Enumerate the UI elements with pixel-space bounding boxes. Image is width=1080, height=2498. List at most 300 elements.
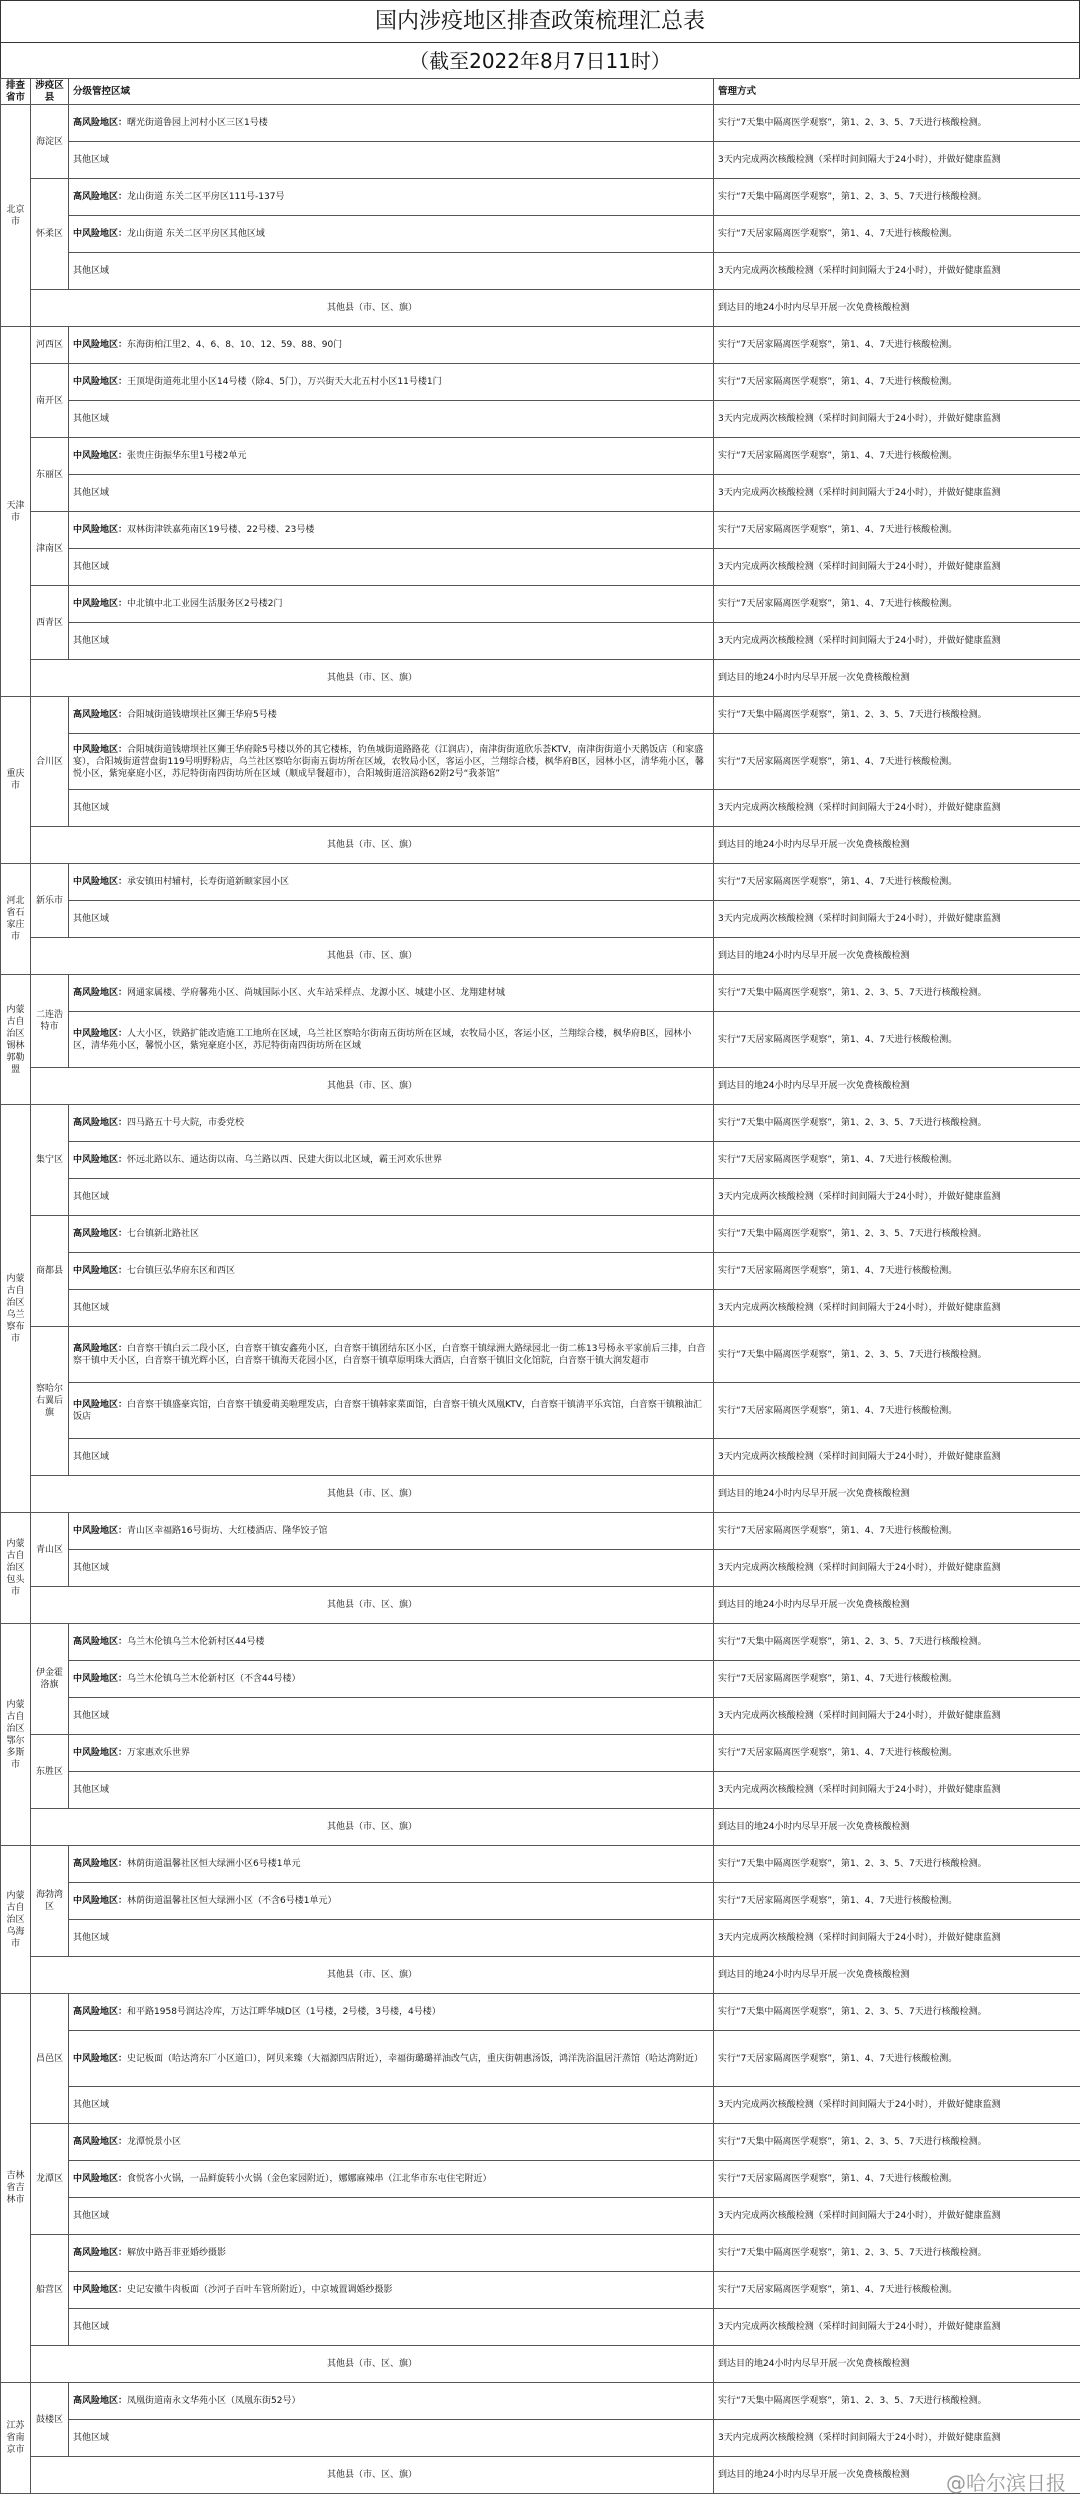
table-row-other-county [1,2457,1080,2494]
table-row [1,975,1080,1012]
district-cell: 海勃湾区 [31,1846,69,1957]
table-row [1,864,1080,901]
high-risk-label: 高风险地区： [73,2396,128,2406]
policy-cell: 实行“7天居家隔离医学观察”，第1、4、7天进行核酸检测。 [714,1012,1080,1068]
medium-risk-label: 中风险地区： [73,599,128,609]
medium-risk-label: 中风险地区： [73,525,128,535]
district-cell: 察哈尔右翼后旗 [31,1327,69,1476]
table-row [1,1253,1080,1290]
zone-cell [69,2309,714,2346]
table-row [1,2161,1080,2198]
zone-cell [69,105,714,142]
table-row [1,901,1080,938]
table-row [1,1439,1080,1476]
high-risk-label: 高风险地区： [73,1343,128,1354]
table-row [1,1883,1080,1920]
other-area-label: 其他区域 [73,1452,110,1462]
policy-cell: 3天内完成两次核酸检测（采样时间间隔大于24小时），并做好健康监测 [714,1550,1080,1587]
zone-cell [69,1216,714,1253]
district-cell: 青山区 [31,1513,69,1587]
zone-text: 龙山街道 东关二区平房区其他区域 [127,229,265,239]
zone-text: 史记板面（哈达湾东厂小区道口），阿贝来臻（大福源四店附近），幸福街璐璐祥油改气店，重庆街朝惠汤饭，鸿洋洗浴温居汗蒸馆（哈达湾附近） [127,2053,704,2064]
table-row [1,2031,1080,2087]
other-area-label: 其他区域 [73,2322,110,2332]
policy-cell: 3天内完成两次核酸检测（采样时间间隔大于24小时），并做好健康监测 [714,2309,1080,2346]
table-row [1,1846,1080,1883]
district-cell: 新乐市 [31,864,69,938]
zone-text: 乌兰木伦镇乌兰木伦新村区（不含44号楼） [127,1674,301,1684]
other-area-label: 其他区域 [73,2100,110,2110]
medium-risk-label: 中风险地区： [73,1155,128,1165]
policy-table-body [1,79,1080,2494]
zone-cell [69,2235,714,2272]
policy-cell: 实行“7天集中隔离医学观察”，第1、2、3、5、7天进行核酸检测。 [714,1105,1080,1142]
medium-risk-label: 中风险地区： [73,1896,128,1906]
policy-cell: 实行“7天居家隔离医学观察”，第1、4、7天进行核酸检测。 [714,1383,1080,1439]
district-cell: 合川区 [31,697,69,827]
table-row [1,179,1080,216]
zone-text: 怀远北路以东、通达街以南、乌兰路以西、民建大街以北区域，霸王河欢乐世界 [127,1155,443,1165]
zone-cell [69,1012,714,1068]
policy-cell: 到达目的地24小时内尽早开展一次免费核酸检测 [714,938,1080,975]
table-row [1,1994,1080,2031]
other-area-label: 其他区域 [73,1711,110,1721]
table-row [1,2309,1080,2346]
zone-cell [69,438,714,475]
policy-cell: 3天内完成两次核酸检测（采样时间间隔大于24小时），并做好健康监测 [714,2420,1080,2457]
table-row [1,475,1080,512]
zone-text: 林荫街道温馨社区恒大绿洲小区（不含6号楼1单元） [127,1896,337,1906]
zone-text: 张贵庄街振华东里1号楼2单元 [127,451,247,461]
table-row-other-county [1,2346,1080,2383]
policy-cell: 实行“7天居家隔离医学观察”，第1、4、7天进行核酸检测。 [714,586,1080,623]
zone-text: 解放中路吾菲亚婚纱摄影 [127,2248,227,2258]
policy-cell: 到达目的地24小时内尽早开展一次免费核酸检测 [714,1809,1080,1846]
table-row-other-county [1,1809,1080,1846]
table-row [1,2420,1080,2457]
other-area-label: 其他区域 [73,1785,110,1795]
zone-cell [69,401,714,438]
other-area-label: 其他区域 [73,2433,110,2443]
medium-risk-label: 中风险地区： [73,451,128,461]
high-risk-label: 高风险地区： [73,2248,128,2258]
table-row [1,1179,1080,1216]
policy-cell: 实行“7天集中隔离医学观察”，第1、2、3、5、7天进行核酸检测。 [714,2235,1080,2272]
policy-cell: 实行“7天居家隔离医学观察”，第1、4、7天进行核酸检测。 [714,1513,1080,1550]
table-row-other-county [1,1587,1080,1624]
zone-cell [69,1105,714,1142]
table-row [1,2087,1080,2124]
zone-text: 乌兰木伦镇乌兰木伦新村区44号楼 [127,1637,265,1647]
table-row [1,1012,1080,1068]
zone-cell [69,1735,714,1772]
zone-text: 万家惠欢乐世界 [127,1748,191,1758]
policy-cell: 实行“7天集中隔离医学观察”，第1、2、3、5、7天进行核酸检测。 [714,105,1080,142]
table-row [1,623,1080,660]
zone-cell [69,1513,714,1550]
zone-cell [69,1994,714,2031]
policy-cell: 3天内完成两次核酸检测（采样时间间隔大于24小时），并做好健康监测 [714,549,1080,586]
other-county-label: 其他县（市、区、旗） [31,660,714,697]
policy-cell: 3天内完成两次核酸检测（采样时间间隔大于24小时），并做好健康监测 [714,475,1080,512]
policy-cell: 到达目的地24小时内尽早开展一次免费核酸检测 [714,1587,1080,1624]
policy-cell: 实行“7天居家隔离医学观察”，第1、4、7天进行核酸检测。 [714,512,1080,549]
zone-cell [69,179,714,216]
other-county-label: 其他县（市、区、旗） [31,1476,714,1513]
page-title: 国内涉疫地区排查政策梳理汇总表 [0,0,1080,42]
high-risk-label: 高风险地区： [73,1859,128,1869]
zone-cell [69,2124,714,2161]
zone-cell [69,1179,714,1216]
zone-cell [69,142,714,179]
zone-cell [69,1920,714,1957]
zone-cell [69,2272,714,2309]
other-area-label: 其他区域 [73,1192,110,1202]
watermark: @哈尔滨日报 [946,2471,1066,2495]
zone-cell [69,216,714,253]
zone-text: 双林街津铁嘉苑南区19号楼、22号楼、23号楼 [127,525,315,535]
policy-cell: 3天内完成两次核酸检测（采样时间间隔大于24小时），并做好健康监测 [714,790,1080,827]
other-area-label: 其他区域 [73,155,110,165]
policy-cell: 3天内完成两次核酸检测（采样时间间隔大于24小时），并做好健康监测 [714,1698,1080,1735]
zone-cell [69,734,714,790]
policy-cell: 3天内完成两次核酸检测（采样时间间隔大于24小时），并做好健康监测 [714,1920,1080,1957]
other-area-label: 其他区域 [73,636,110,646]
policy-cell: 3天内完成两次核酸检测（采样时间间隔大于24小时），并做好健康监测 [714,1772,1080,1809]
table-row [1,1290,1080,1327]
zone-text: 龙山街道 东关二区平房区111号-137号 [127,192,285,202]
policy-cell: 实行“7天居家隔离医学观察”，第1、4、7天进行核酸检测。 [714,864,1080,901]
other-county-label: 其他县（市、区、旗） [31,1068,714,1105]
zone-cell [69,1439,714,1476]
district-cell: 怀柔区 [31,179,69,290]
zone-text: 王顶堤街道苑北里小区14号楼（除4、5门），万兴街天大北五村小区11号楼1门 [127,377,442,387]
table-row-other-county [1,290,1080,327]
district-cell: 河西区 [31,327,69,364]
table-row [1,142,1080,179]
policy-cell: 实行“7天集中隔离医学观察”，第1、2、3、5、7天进行核酸检测。 [714,1216,1080,1253]
high-risk-label: 高风险地区： [73,1637,128,1647]
zone-cell [69,1624,714,1661]
zone-text: 白音察干镇盛豪宾馆，白音察干镇爱萌美啦理发店，白音察干镇韩家菜面馆，白音察干镇火凤凰KTV，白音察干镇清平乐宾馆，白音察干镇粮油汇饭店 [73,1399,702,1422]
zone-text: 合阳城街道钱塘坝社区狮王华府5号楼 [127,710,277,720]
zone-cell [69,1883,714,1920]
table-row [1,2383,1080,2420]
medium-risk-label: 中风险地区： [73,1674,128,1684]
policy-cell: 到达目的地24小时内尽早开展一次免费核酸检测 [714,827,1080,864]
policy-cell: 3天内完成两次核酸检测（采样时间间隔大于24小时），并做好健康监测 [714,2198,1080,2235]
zone-cell [69,2161,714,2198]
district-cell: 船营区 [31,2235,69,2346]
table-row [1,438,1080,475]
zone-cell [69,1846,714,1883]
table-row [1,1142,1080,1179]
district-cell: 海淀区 [31,105,69,179]
table-row [1,1661,1080,1698]
table-row [1,327,1080,364]
district-cell: 二连浩特市 [31,975,69,1068]
medium-risk-label: 中风险地区： [73,2285,128,2295]
zone-cell [69,623,714,660]
high-risk-label: 高风险地区： [73,1229,128,1239]
zone-cell [69,975,714,1012]
district-cell: 伊金霍洛旗 [31,1624,69,1735]
province-cell: 吉林省吉林市 [1,1994,31,2383]
policy-cell: 实行“7天居家隔离医学观察”，第1、4、7天进行核酸检测。 [714,1142,1080,1179]
zone-cell [69,364,714,401]
zone-cell [69,2031,714,2087]
policy-cell: 实行“7天居家隔离医学观察”，第1、4、7天进行核酸检测。 [714,327,1080,364]
medium-risk-label: 中风险地区： [73,340,128,350]
table-row [1,1920,1080,1957]
table-row-other-county [1,1068,1080,1105]
header-zone: 分级管控区域 [69,79,714,105]
medium-risk-label: 中风险地区： [73,2174,128,2184]
policy-cell: 到达目的地24小时内尽早开展一次免费核酸检测 [714,290,1080,327]
policy-cell: 3天内完成两次核酸检测（采样时间间隔大于24小时），并做好健康监测 [714,253,1080,290]
header-province: 排查省市 [1,79,31,105]
policy-cell: 到达目的地24小时内尽早开展一次免费核酸检测 [714,660,1080,697]
zone-cell [69,475,714,512]
policy-cell: 实行“7天集中隔离医学观察”，第1、2、3、5、7天进行核酸检测。 [714,1846,1080,1883]
policy-cell: 实行“7天居家隔离医学观察”，第1、4、7天进行核酸检测。 [714,2161,1080,2198]
province-cell: 北京市 [1,105,31,327]
policy-cell: 3天内完成两次核酸检测（采样时间间隔大于24小时），并做好健康监测 [714,623,1080,660]
zone-cell [69,327,714,364]
zone-text: 人大小区，铁路扩能改造施工工地所在区域，乌兰社区察哈尔街南五街坊所在区域，农牧局小区，客运小区，兰翔综合楼，枫华府B区，园林小区，清华苑小区，馨悦小区，紫宛豪庭小区，苏尼特街南四街坊所在区域 [73,1028,692,1051]
province-cell: 内蒙古自治区鄂尔多斯市 [1,1624,31,1846]
medium-risk-label: 中风险地区： [73,377,128,387]
table-row [1,734,1080,790]
district-cell: 南开区 [31,364,69,438]
zone-text: 食悦客小火锅，一品鲜旋转小火锅（金色家园附近），娜娜麻辣串（江北华市东屯住宅附近） [127,2174,492,2184]
policy-cell: 实行“7天集中隔离医学观察”，第1、2、3、5、7天进行核酸检测。 [714,697,1080,734]
medium-risk-label: 中风险地区： [73,1748,128,1758]
table-row [1,790,1080,827]
policy-cell: 实行“7天居家隔离医学观察”，第1、4、7天进行核酸检测。 [714,438,1080,475]
district-cell: 西青区 [31,586,69,660]
other-area-label: 其他区域 [73,266,110,276]
zone-text: 网通家属楼、学府馨苑小区、尚城国际小区、火车站采样点、龙源小区、城建小区、龙翔建材城 [127,988,506,998]
zone-cell [69,697,714,734]
table-row [1,1624,1080,1661]
policy-cell: 实行“7天集中隔离医学观察”，第1、2、3、5、7天进行核酸检测。 [714,975,1080,1012]
zone-cell [69,586,714,623]
zone-text: 曙光街道鲁园上河村小区三区1号楼 [127,118,268,128]
other-county-label: 其他县（市、区、旗） [31,2346,714,2383]
other-county-label: 其他县（市、区、旗） [31,290,714,327]
other-county-label: 其他县（市、区、旗） [31,1587,714,1624]
other-county-label: 其他县（市、区、旗） [31,938,714,975]
high-risk-label: 高风险地区： [73,1118,128,1128]
policy-cell: 实行“7天居家隔离医学观察”，第1、4、7天进行核酸检测。 [714,1735,1080,1772]
table-row [1,401,1080,438]
policy-cell: 实行“7天居家隔离医学观察”，第1、4、7天进行核酸检测。 [714,2272,1080,2309]
policy-cell: 实行“7天居家隔离医学观察”，第1、4、7天进行核酸检测。 [714,734,1080,790]
province-cell: 河北省石家庄市 [1,864,31,975]
policy-cell: 实行“7天居家隔离医学观察”，第1、4、7天进行核酸检测。 [714,1883,1080,1920]
other-county-label: 其他县（市、区、旗） [31,1809,714,1846]
table-row [1,105,1080,142]
zone-cell [69,549,714,586]
table-row [1,1772,1080,1809]
zone-cell [69,901,714,938]
district-cell: 昌邑区 [31,1994,69,2124]
zone-text: 青山区幸福路16号街坊、大红楼酒店、隆华饺子馆 [127,1526,328,1536]
district-cell: 商都县 [31,1216,69,1327]
policy-cell: 到达目的地24小时内尽早开展一次免费核酸检测 [714,1476,1080,1513]
policy-cell: 实行“7天集中隔离医学观察”，第1、2、3、5、7天进行核酸检测。 [714,1624,1080,1661]
zone-text: 史记安徽牛肉板面（沙河子百叶车管所附近），中京城置调婚纱摄影 [127,2285,393,2295]
province-cell: 内蒙古自治区包头市 [1,1513,31,1624]
zone-cell [69,253,714,290]
zone-text: 承安镇田村辅村，长寿街道新颐家园小区 [127,877,290,887]
medium-risk-label: 中风险地区： [73,1266,128,1276]
zone-text: 七台镇新北路社区 [127,1229,200,1239]
province-cell: 重庆市 [1,697,31,864]
policy-cell: 3天内完成两次核酸检测（采样时间间隔大于24小时），并做好健康监测 [714,401,1080,438]
province-cell: 江苏省南京市 [1,2383,31,2494]
policy-cell: 实行“7天居家隔离医学观察”，第1、4、7天进行核酸检测。 [714,2031,1080,2087]
district-cell: 鼓楼区 [31,2383,69,2457]
policy-cell: 到达目的地24小时内尽早开展一次免费核酸检测 [714,1068,1080,1105]
table-row [1,216,1080,253]
table-row-other-county [1,1957,1080,1994]
high-risk-label: 高风险地区： [73,192,128,202]
medium-risk-label: 中风险地区： [73,744,128,755]
zone-text: 白音察干镇白云二段小区，白音察干镇安鑫苑小区，白音察干镇团结东区小区，白音察干镇绿洲大路绿园北一街二栋13号杨永平家前后三排，白音察干镇中天小区，白音察干镇光辉小区，白音察干镇海天花园小区，白音察干镇草原明珠大酒店，白音察干镇旧文化馆院，白音察干镇大润发超市 [73,1343,706,1366]
policy-cell: 实行“7天居家隔离医学观察”，第1、4、7天进行核酸检测。 [714,1661,1080,1698]
zone-cell [69,1661,714,1698]
zone-text: 和平路1958号润达冷库，万达江畔华城D区（1号楼，2号楼，3号楼，4号楼） [127,2007,441,2017]
medium-risk-label: 中风险地区： [73,877,128,887]
other-county-label: 其他县（市、区、旗） [31,827,714,864]
zone-cell [69,864,714,901]
table-row [1,364,1080,401]
zone-cell [69,2087,714,2124]
zone-text: 龙潭悦景小区 [127,2137,182,2147]
province-cell: 内蒙古自治区锡林郭勒盟 [1,975,31,1105]
medium-risk-label: 中风险地区： [73,1028,128,1039]
policy-cell: 实行“7天集中隔离医学观察”，第1、2、3、5、7天进行核酸检测。 [714,1327,1080,1383]
district-cell: 集宁区 [31,1105,69,1216]
table-row [1,1698,1080,1735]
header-policy: 管理方式 [714,79,1080,105]
table-row [1,1550,1080,1587]
zone-text: 林荫街道温馨社区恒大绿洲小区6号楼1单元 [127,1859,301,1869]
table-row [1,253,1080,290]
province-cell: 天津市 [1,327,31,697]
table-row-other-county [1,660,1080,697]
zone-text: 中北镇中北工业园生活服务区2号楼2门 [127,599,283,609]
medium-risk-label: 中风险地区： [73,1526,128,1536]
policy-cell: 3天内完成两次核酸检测（采样时间间隔大于24小时），并做好健康监测 [714,1179,1080,1216]
province-cell: 内蒙古自治区乌兰察布市 [1,1105,31,1513]
table-row [1,1216,1080,1253]
zone-text: 凤凰街道南永文华苑小区（凤凰东街52号） [127,2396,301,2406]
table-row-other-county [1,938,1080,975]
other-area-label: 其他区域 [73,414,110,424]
zone-text: 七台镇巨弘华府东区和西区 [127,1266,236,1276]
policy-cell: 3天内完成两次核酸检测（采样时间间隔大于24小时），并做好健康监测 [714,1439,1080,1476]
other-area-label: 其他区域 [73,488,110,498]
table-row [1,1105,1080,1142]
table-row [1,512,1080,549]
zone-cell [69,2198,714,2235]
zone-cell [69,1253,714,1290]
policy-cell: 到达目的地24小时内尽早开展一次免费核酸检测 [714,2346,1080,2383]
zone-cell [69,1698,714,1735]
policy-cell: 实行“7天集中隔离医学观察”，第1、2、3、5、7天进行核酸检测。 [714,1994,1080,2031]
medium-risk-label: 中风险地区： [73,229,128,239]
zone-text: 四马路五十号大院，市委党校 [127,1118,245,1128]
other-area-label: 其他区域 [73,1563,110,1573]
policy-cell: 实行“7天居家隔离医学观察”，第1、4、7天进行核酸检测。 [714,216,1080,253]
other-area-label: 其他区域 [73,562,110,572]
zone-cell [69,1383,714,1439]
table-row [1,1383,1080,1439]
policy-cell: 3天内完成两次核酸检测（采样时间间隔大于24小时），并做好健康监测 [714,901,1080,938]
district-cell: 津南区 [31,512,69,586]
high-risk-label: 高风险地区： [73,710,128,720]
other-county-label: 其他县（市、区、旗） [31,1957,714,1994]
table-row [1,697,1080,734]
other-area-label: 其他区域 [73,1303,110,1313]
other-area-label: 其他区域 [73,2211,110,2221]
table-row [1,2272,1080,2309]
high-risk-label: 高风险地区： [73,2137,128,2147]
policy-cell: 实行“7天居家隔离医学观察”，第1、4、7天进行核酸检测。 [714,364,1080,401]
zone-cell [69,1550,714,1587]
page-subtitle: （截至2022年8月7日11时） [0,42,1080,78]
other-area-label: 其他区域 [73,1933,110,1943]
other-area-label: 其他区域 [73,914,110,924]
zone-cell [69,1327,714,1383]
zone-cell [69,1772,714,1809]
province-cell: 内蒙古自治区乌海市 [1,1846,31,1994]
medium-risk-label: 中风险地区： [73,1399,128,1410]
zone-cell [69,790,714,827]
table-row [1,1513,1080,1550]
table-row-other-county [1,1476,1080,1513]
table-row [1,586,1080,623]
zone-cell [69,512,714,549]
header-district: 涉疫区县 [31,79,69,105]
table-row [1,1735,1080,1772]
policy-cell: 实行“7天集中隔离医学观察”，第1、2、3、5、7天进行核酸检测。 [714,2383,1080,2420]
high-risk-label: 高风险地区： [73,118,128,128]
table-row [1,549,1080,586]
zone-cell [69,2420,714,2457]
policy-cell: 实行“7天集中隔离医学观察”，第1、2、3、5、7天进行核酸检测。 [714,179,1080,216]
policy-cell: 3天内完成两次核酸检测（采样时间间隔大于24小时），并做好健康监测 [714,142,1080,179]
policy-cell: 实行“7天居家隔离医学观察”，第1、4、7天进行核酸检测。 [714,1253,1080,1290]
policy-cell: 3天内完成两次核酸检测（采样时间间隔大于24小时），并做好健康监测 [714,1290,1080,1327]
table-row [1,1327,1080,1383]
policy-cell: 到达目的地24小时内尽早开展一次免费核酸检测 [714,1957,1080,1994]
table-row-other-county [1,827,1080,864]
medium-risk-label: 中风险地区： [73,2053,128,2064]
table-row [1,2124,1080,2161]
policy-table [0,78,1080,2494]
high-risk-label: 高风险地区： [73,2007,128,2017]
other-county-label: 其他县（市、区、旗） [31,2457,714,2494]
policy-cell: 实行“7天集中隔离医学观察”，第1、2、3、5、7天进行核酸检测。 [714,2124,1080,2161]
district-cell: 东丽区 [31,438,69,512]
table-header-row [1,79,1080,105]
policy-cell: 到达目的地24小时内尽早开展一次免费核酸检测 [714,2457,1080,2494]
zone-cell [69,2383,714,2420]
